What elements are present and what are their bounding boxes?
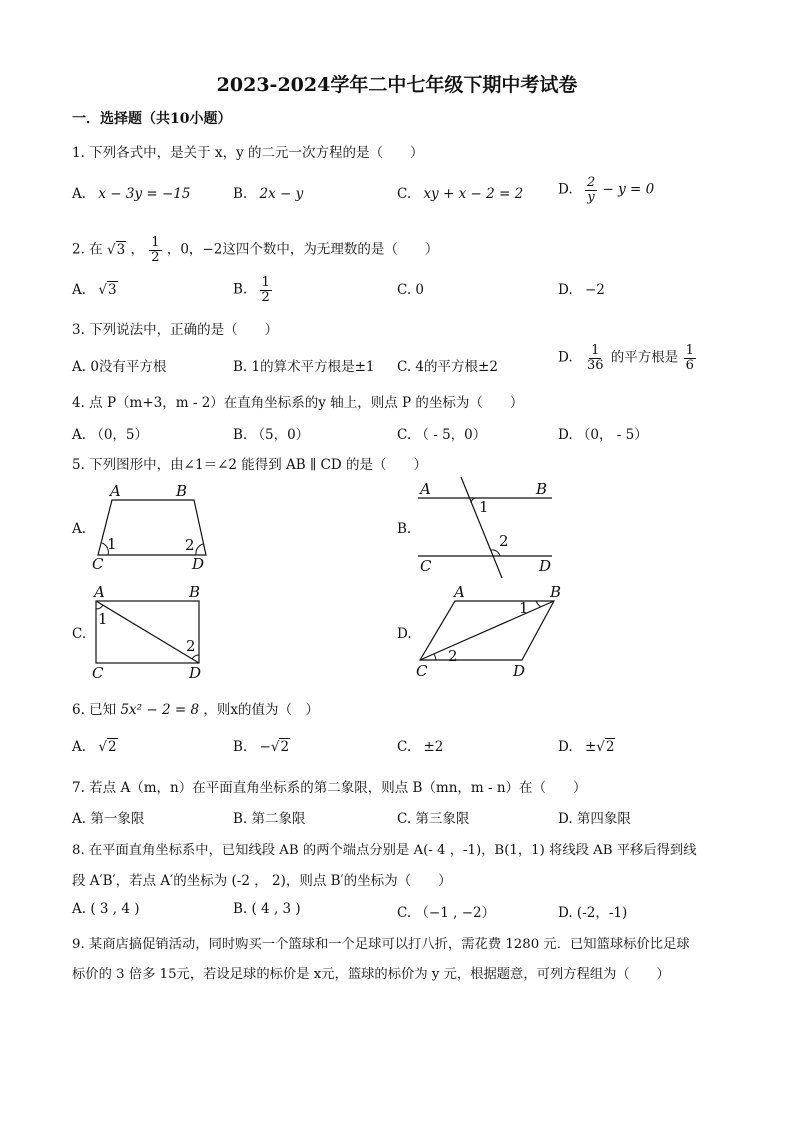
point-label-c: C: [92, 555, 104, 572]
q7-option-a[interactable]: A. 第一象限: [72, 811, 145, 827]
point-label-b: B: [550, 583, 562, 601]
q7-option-d[interactable]: D. 第四象限: [558, 811, 631, 827]
q2-option-c[interactable]: C. 0: [397, 282, 425, 298]
sqrt-expression: √3: [106, 241, 126, 258]
q2-option-a[interactable]: A. √3: [72, 282, 117, 298]
angle-1-label: 1: [479, 498, 489, 516]
q1-option-d[interactable]: D. $\frac{2}{y}$ − y = 0: [558, 175, 655, 205]
q5-option-b-label[interactable]: B.: [397, 521, 412, 537]
point-label-d: D: [189, 664, 202, 682]
question-3-stem: 3. 下列说法中，正确的是（ ）: [72, 322, 279, 338]
q1-option-b[interactable]: B. 2x − y: [233, 186, 304, 202]
question-7-stem: 7. 若点 A（m，n）在平面直角坐标系的第二象限，则点 B（mn，m - n）在（ ）: [72, 780, 587, 796]
q3-option-a[interactable]: A. 0没有平方根: [72, 359, 167, 375]
point-label-a: A: [454, 583, 465, 601]
point-label-b: B: [176, 482, 188, 500]
fraction: $\frac{1}{2}$: [151, 235, 160, 265]
q5-figure-c[interactable]: [88, 580, 213, 682]
section-heading: 一．选择题（共10小题）: [72, 111, 232, 127]
question-4-stem: 4. 点 P（m+3，m - 2）在直角坐标系的y 轴上，则点 P 的坐标为（ ）: [72, 395, 524, 411]
q5-option-d-label[interactable]: D.: [397, 626, 412, 642]
question-5-stem: 5. 下列图形中，由∠1＝∠2 能得到 AB ∥ CD 的是（ ）: [72, 457, 427, 473]
sqrt-expression: √2: [270, 739, 290, 755]
fraction: $\frac{1}{36}$: [586, 343, 604, 373]
q7-option-c[interactable]: C. 第三象限: [397, 811, 470, 827]
q8-option-a[interactable]: A. ( 3 , 4 ): [72, 901, 140, 917]
q1-option-a[interactable]: A. x − 3y = −15: [72, 186, 191, 202]
q5-figure-b[interactable]: [412, 472, 562, 582]
q2-option-b[interactable]: B. $\frac{1}{2}$: [233, 275, 270, 305]
question-8-line-2: 段 A′B′，若点 A′的坐标为 (-2 ， 2)，则点 B′的坐标为（ ）: [72, 873, 452, 889]
angle-2-label: 2: [185, 536, 195, 554]
q2-option-d[interactable]: D. −2: [558, 282, 605, 298]
q3-option-c[interactable]: C. 4的平方根±2: [397, 359, 498, 375]
q8-option-d[interactable]: D. (-2，-1): [558, 905, 628, 921]
q4-option-c[interactable]: C. （ - 5，0）: [397, 427, 487, 443]
sqrt-expression: √2: [596, 739, 615, 755]
question-9-line-2: 标价的 3 倍多 15元，若设足球的标价是 x元，篮球的标价为 y 元，根据题意，可列方程组为（ ）: [72, 967, 670, 982]
q4-option-b[interactable]: B. （5，0）: [233, 427, 310, 443]
angle-2-label: 2: [448, 647, 458, 665]
fraction: $\frac{1}{6}$: [685, 343, 694, 373]
q4-option-a[interactable]: A. （0，5）: [72, 427, 149, 443]
fraction: $\frac{1}{2}$: [261, 275, 270, 305]
q3-option-b[interactable]: B. 1的算术平方根是±1: [233, 359, 375, 375]
q6-option-b[interactable]: B. −√2: [233, 739, 290, 755]
point-label-c: C: [92, 664, 104, 682]
point-label-a: A: [110, 482, 121, 500]
q7-option-b[interactable]: B. 第二象限: [233, 811, 306, 827]
angle-2-label: 2: [186, 637, 196, 655]
q4-option-d[interactable]: D. （0， - 5）: [558, 427, 648, 443]
q6-option-c[interactable]: C. ±2: [397, 739, 444, 755]
angle-1-label: 1: [107, 535, 117, 553]
q5-option-a-label[interactable]: A.: [72, 521, 87, 537]
point-label-a: A: [94, 583, 105, 601]
q6-option-d[interactable]: D. ±√2: [558, 739, 615, 755]
question-1-stem: 1. 下列各式中，是关于 x，y 的二元一次方程的是（ ）: [72, 145, 424, 161]
q1-option-c[interactable]: C. xy + x − 2 = 2: [397, 186, 524, 202]
q6-option-a[interactable]: A. √2: [72, 739, 117, 755]
sqrt-expression: √2: [98, 739, 117, 755]
page-title: 2023-2024学年二中七年级下期中考试卷: [216, 74, 578, 96]
question-6-stem: 6. 已知 5x² − 2 = 8 ，则x的值为（ ）: [72, 702, 319, 718]
question-9-line-1: 9. 某商店搞促销活动，同时购买一个篮球和一个足球可以打八折，需花费 1280 元．已知篮球标价比足球: [72, 937, 690, 952]
sqrt-expression: √3: [98, 282, 117, 298]
point-label-d: D: [513, 662, 526, 680]
point-label-d: D: [192, 555, 205, 572]
angle-2-label: 2: [499, 532, 509, 550]
point-label-c: C: [420, 557, 432, 575]
q5-option-c-label[interactable]: C.: [72, 626, 87, 642]
point-label-a: A: [420, 480, 431, 498]
q5-figure-d[interactable]: [412, 580, 572, 682]
angle-1-label: 1: [98, 610, 108, 628]
angle-1-label: 1: [519, 599, 529, 617]
point-label-b: B: [189, 583, 201, 601]
point-label-b: B: [536, 480, 548, 498]
point-label-c: C: [416, 662, 428, 680]
fraction: $\frac{2}{y}$: [586, 175, 596, 205]
q3-option-d[interactable]: D. $\frac{1}{36}$ 的平方根是 $\frac{1}{6}$: [558, 343, 694, 373]
point-label-d: D: [539, 557, 552, 575]
question-8-line-1: 8. 在平面直角坐标系中，已知线段 AB 的两个端点分别是 A(- 4 ，-1)，B(1，1) 将线段 AB 平移后得到线: [72, 843, 697, 858]
q8-option-b[interactable]: B. ( 4 , 3 ): [233, 901, 301, 917]
question-2-stem: 2. 在 √3 ， $\frac{1}{2}$ ，0，−2这四个数中，为无理数的是（ ）: [72, 235, 439, 265]
q8-option-c[interactable]: C. （−1 , −2）: [397, 905, 496, 921]
q5-figure-a[interactable]: [88, 480, 218, 572]
